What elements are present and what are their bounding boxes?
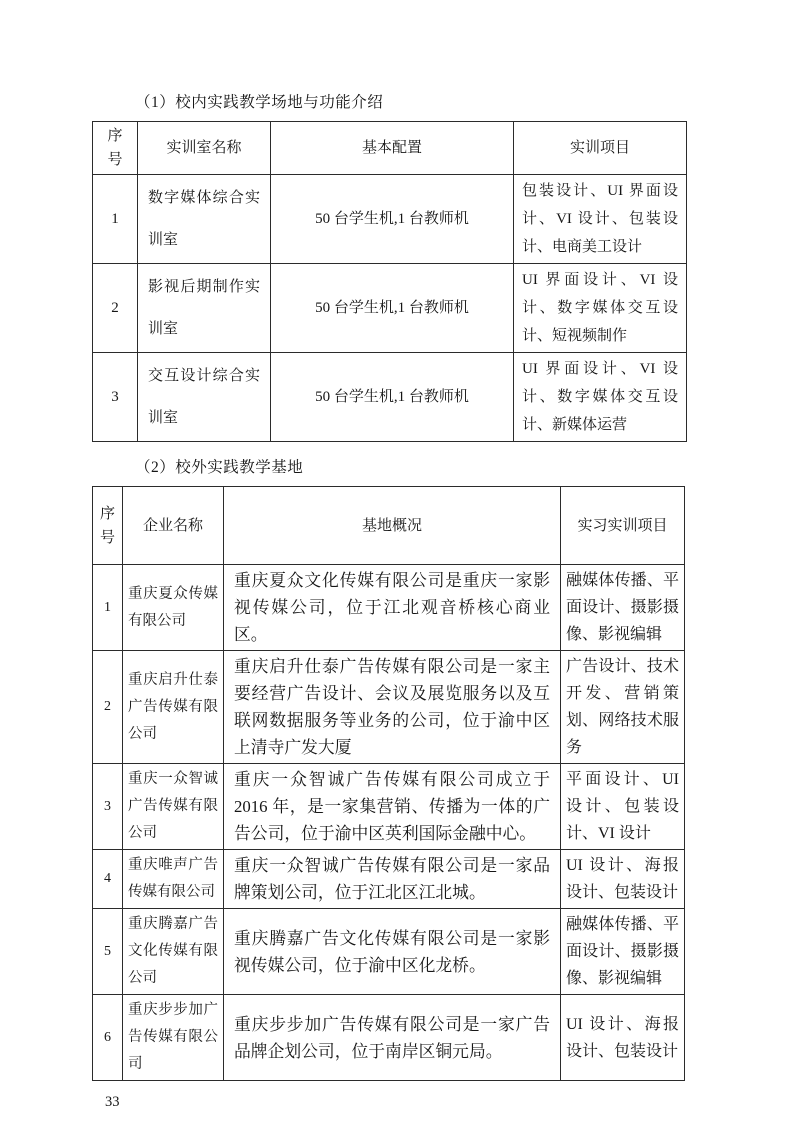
page-content (92, 93, 688, 1111)
header-cell-company-name: 企业名称 (123, 487, 224, 565)
header-cell-projects: 实习实训项目 (561, 487, 685, 565)
campus-facilities-table (92, 121, 687, 442)
off-campus-bases-table (92, 486, 685, 1081)
company-name-cell: 重庆唯声广告传媒有限公司 (123, 850, 224, 909)
company-name-cell: 重庆夏众传媒有限公司 (123, 565, 224, 651)
overview-cell: 重庆启升仕泰广告传媒有限公司是一家主要经营广告设计、会议及展览服务以及互联网数据服务等业务的公司，位于渝中区上清寺广发大厦 (224, 651, 561, 764)
config-cell: 50 台学生机,1 台教师机 (271, 264, 514, 353)
section2-title: （2）校外实践教学基地 (135, 459, 304, 476)
projects-cell: 广告设计、技术开发、营销策划、网络技术服务 (561, 651, 685, 764)
projects-cell: 包装设计、UI 界面设计、VI 设计、包装设计、电商美工设计 (514, 175, 687, 264)
header-cell-overview: 基地概况 (224, 487, 561, 565)
table-row (93, 264, 687, 353)
header-cell-room-name: 实训室名称 (138, 122, 271, 175)
table-row (93, 175, 687, 264)
company-name-cell: 重庆启升仕泰广告传媒有限公司 (123, 651, 224, 764)
projects-cell: 融媒体传播、平面设计、摄影摄像、影视编辑 (561, 909, 685, 995)
projects-cell: UI 界面设计、VI 设计、数字媒体交互设计、新媒体运营 (514, 353, 687, 442)
room-name-cell: 影视后期制作实训室 (138, 264, 271, 353)
table-row (93, 353, 687, 442)
company-name-cell: 重庆步步加广告传媒有限公司 (123, 995, 224, 1081)
header-cell-projects: 实训项目 (514, 122, 687, 175)
overview-cell: 重庆一众智诚广告传媒有限公司是一家品牌策划公司，位于江北区江北城。 (224, 850, 561, 909)
projects-cell: UI 设计、海报设计、包装设计 (561, 850, 685, 909)
table-row (93, 909, 685, 995)
table-row (93, 995, 685, 1081)
header-cell-no: 序号 (93, 122, 138, 175)
page-number: 33 (105, 1094, 120, 1110)
row-number-cell: 6 (93, 995, 123, 1081)
header-cell-no: 序号 (93, 487, 123, 565)
row-number-cell: 3 (93, 353, 138, 442)
table-row (93, 850, 685, 909)
room-name-cell: 数字媒体综合实训室 (138, 175, 271, 264)
room-name-cell: 交互设计综合实训室 (138, 353, 271, 442)
projects-cell: UI 界面设计、VI 设计、数字媒体交互设计、短视频制作 (514, 264, 687, 353)
projects-cell: 融媒体传播、平面设计、摄影摄像、影视编辑 (561, 565, 685, 651)
config-cell: 50 台学生机,1 台教师机 (271, 175, 514, 264)
header-cell-config: 基本配置 (271, 122, 514, 175)
projects-cell: UI 设计、海报设计、包装设计 (561, 995, 685, 1081)
row-number-cell: 2 (93, 651, 123, 764)
table-header-row (93, 122, 687, 175)
overview-cell: 重庆腾嘉广告文化传媒有限公司是一家影视传媒公司，位于渝中区化龙桥。 (224, 909, 561, 995)
projects-cell: 平面设计、UI 设计、包装设计、VI 设计 (561, 764, 685, 850)
row-number-cell: 3 (93, 764, 123, 850)
row-number-cell: 1 (93, 565, 123, 651)
table-row (93, 651, 685, 764)
row-number-cell: 2 (93, 264, 138, 353)
company-name-cell: 重庆腾嘉广告文化传媒有限公司 (123, 909, 224, 995)
table-row (93, 565, 685, 651)
overview-cell: 重庆一众智诚广告传媒有限公司成立于 2016 年，是一家集营销、传播为一体的广告公司，位于渝中区英利国际金融中心。 (224, 764, 561, 850)
row-number-cell: 1 (93, 175, 138, 264)
config-cell: 50 台学生机,1 台教师机 (271, 353, 514, 442)
table-row (93, 764, 685, 850)
section1-title: （1）校内实践教学场地与功能介绍 (135, 94, 384, 111)
row-number-cell: 4 (93, 850, 123, 909)
table-header-row (93, 487, 685, 565)
row-number-cell: 5 (93, 909, 123, 995)
company-name-cell: 重庆一众智诚广告传媒有限公司 (123, 764, 224, 850)
overview-cell: 重庆步步加广告传媒有限公司是一家广告品牌企划公司，位于南岸区铜元局。 (224, 995, 561, 1081)
overview-cell: 重庆夏众文化传媒有限公司是重庆一家影视传媒公司，位于江北观音桥核心商业区。 (224, 565, 561, 651)
